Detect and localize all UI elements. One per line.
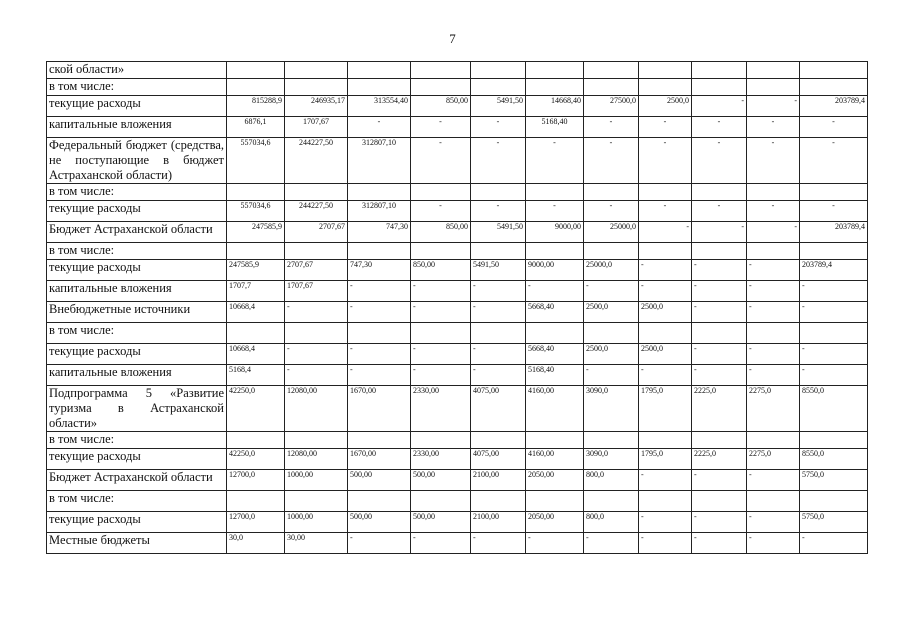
table-row	[47, 386, 868, 432]
table-cell: -	[747, 96, 800, 117]
table-cell: 1670,00	[348, 386, 411, 432]
table-cell	[411, 79, 471, 96]
table-cell: 2050,00	[526, 512, 584, 533]
table-cell: -	[411, 281, 471, 302]
table-cell: -	[800, 281, 868, 302]
table-cell	[584, 243, 639, 260]
table-cell: -	[411, 365, 471, 386]
table-row	[47, 512, 868, 533]
table-row	[47, 491, 868, 512]
table-cell	[348, 184, 411, 201]
table-cell: -	[639, 260, 692, 281]
row-label: Бюджет Астраханской области	[47, 222, 227, 243]
table-cell: 246935,17	[285, 96, 348, 117]
table-cell	[747, 243, 800, 260]
table-cell: 5491,50	[471, 96, 526, 117]
table-cell: -	[471, 138, 526, 184]
table-row	[47, 323, 868, 344]
table-row	[47, 344, 868, 365]
table-cell	[411, 184, 471, 201]
table-cell: -	[692, 117, 747, 138]
table-cell: -	[471, 533, 526, 554]
table-cell: 6876,1	[227, 117, 285, 138]
table-cell: 1670,00	[348, 449, 411, 470]
table-cell: -	[800, 365, 868, 386]
table-cell: 557034,6	[227, 201, 285, 222]
table-row	[47, 117, 868, 138]
table-cell: -	[471, 201, 526, 222]
table-cell	[526, 243, 584, 260]
table-row	[47, 449, 868, 470]
table-cell: -	[692, 281, 747, 302]
table-cell: 312807,10	[348, 201, 411, 222]
table-cell: 25000,0	[584, 222, 639, 243]
table-row	[47, 243, 868, 260]
table-cell: 244227,50	[285, 138, 348, 184]
table-row	[47, 260, 868, 281]
table-row	[47, 432, 868, 449]
table-cell: -	[747, 201, 800, 222]
table-cell: -	[639, 512, 692, 533]
table-cell: -	[584, 117, 639, 138]
table-cell: 850,00	[411, 96, 471, 117]
table-cell: 5668,40	[526, 344, 584, 365]
table-body	[47, 62, 868, 554]
row-label: в том числе:	[47, 491, 227, 512]
table-cell: 2330,00	[411, 386, 471, 432]
table-cell: -	[526, 533, 584, 554]
table-cell	[800, 184, 868, 201]
row-label: Местные бюджеты	[47, 533, 227, 554]
table-cell	[639, 243, 692, 260]
table-cell: 850,00	[411, 260, 471, 281]
table-cell: 4160,00	[526, 386, 584, 432]
table-cell	[471, 184, 526, 201]
row-label: ской области»	[47, 62, 227, 79]
table-cell: 12700,0	[227, 512, 285, 533]
table-row	[47, 222, 868, 243]
table-cell: -	[747, 302, 800, 323]
table-cell: -	[411, 302, 471, 323]
table-cell	[639, 62, 692, 79]
row-label: текущие расходы	[47, 260, 227, 281]
table-cell: -	[471, 344, 526, 365]
table-cell	[747, 491, 800, 512]
table-cell: -	[747, 117, 800, 138]
table-cell: -	[800, 138, 868, 184]
table-cell: 747,30	[348, 222, 411, 243]
table-cell: 10668,4	[227, 302, 285, 323]
table-cell: 850,00	[411, 222, 471, 243]
table-cell: -	[639, 533, 692, 554]
table-cell: -	[692, 260, 747, 281]
table-cell: -	[584, 201, 639, 222]
table-cell	[348, 79, 411, 96]
table-cell: -	[692, 512, 747, 533]
table-cell	[584, 62, 639, 79]
table-cell: -	[639, 365, 692, 386]
table-cell	[471, 323, 526, 344]
table-cell: 1000,00	[285, 470, 348, 491]
table-cell: 203789,4	[800, 96, 868, 117]
table-cell	[747, 62, 800, 79]
table-cell: 2225,0	[692, 449, 747, 470]
table-row	[47, 533, 868, 554]
table-cell: 203789,4	[800, 222, 868, 243]
table-cell: -	[692, 222, 747, 243]
table-cell: 30,0	[227, 533, 285, 554]
table-cell: -	[526, 281, 584, 302]
table-cell: -	[584, 138, 639, 184]
table-cell: -	[747, 138, 800, 184]
table-cell: 5491,50	[471, 260, 526, 281]
table-cell: 244227,50	[285, 201, 348, 222]
table-cell: -	[471, 302, 526, 323]
row-label: Внебюджетные источники	[47, 302, 227, 323]
table-cell	[639, 323, 692, 344]
table-cell	[471, 79, 526, 96]
table-cell: 25000,0	[584, 260, 639, 281]
table-cell: -	[639, 117, 692, 138]
table-cell: -	[692, 365, 747, 386]
table-cell	[692, 432, 747, 449]
table-cell: -	[747, 533, 800, 554]
table-cell: 1000,00	[285, 512, 348, 533]
table-cell: -	[285, 302, 348, 323]
table-row	[47, 365, 868, 386]
table-row	[47, 62, 868, 79]
table-cell: 2100,00	[471, 470, 526, 491]
table-cell	[747, 79, 800, 96]
table-cell	[227, 323, 285, 344]
table-cell: -	[747, 470, 800, 491]
row-label: текущие расходы	[47, 96, 227, 117]
table-cell: 2500,0	[584, 344, 639, 365]
table-cell	[526, 323, 584, 344]
table-row	[47, 302, 868, 323]
table-cell: 1707,7	[227, 281, 285, 302]
table-cell: -	[800, 117, 868, 138]
table-cell	[227, 243, 285, 260]
table-cell: 42250,0	[227, 386, 285, 432]
table-cell: -	[692, 302, 747, 323]
table-cell: 815288,9	[227, 96, 285, 117]
table-cell: 2330,00	[411, 449, 471, 470]
table-cell: -	[800, 201, 868, 222]
table-cell: 247585,9	[227, 222, 285, 243]
table-cell: 5168,40	[526, 117, 584, 138]
table-cell	[747, 323, 800, 344]
table-cell	[285, 79, 348, 96]
table-row	[47, 79, 868, 96]
table-cell: -	[411, 138, 471, 184]
table-cell: -	[471, 281, 526, 302]
table-cell: 5491,50	[471, 222, 526, 243]
table-cell: -	[285, 344, 348, 365]
table-cell	[800, 491, 868, 512]
table-cell: 500,00	[348, 470, 411, 491]
table-cell	[411, 62, 471, 79]
table-cell: -	[639, 138, 692, 184]
table-cell: 2100,00	[471, 512, 526, 533]
table-cell: -	[411, 117, 471, 138]
table-cell: -	[348, 281, 411, 302]
row-label: текущие расходы	[47, 344, 227, 365]
table-cell	[285, 184, 348, 201]
table-cell: 500,00	[411, 470, 471, 491]
table-cell	[526, 79, 584, 96]
table-cell: 1707,67	[285, 117, 348, 138]
row-label: текущие расходы	[47, 201, 227, 222]
table-cell: 500,00	[348, 512, 411, 533]
table-cell: 2275,0	[747, 449, 800, 470]
table-cell: 12700,0	[227, 470, 285, 491]
table-cell	[800, 323, 868, 344]
table-cell	[584, 323, 639, 344]
table-cell	[285, 243, 348, 260]
row-label: капитальные вложения	[47, 117, 227, 138]
row-label: Бюджет Астраханской области	[47, 470, 227, 491]
table-cell: 42250,0	[227, 449, 285, 470]
table-cell	[471, 62, 526, 79]
table-cell	[227, 184, 285, 201]
table-row	[47, 138, 868, 184]
table-cell	[639, 432, 692, 449]
table-cell	[692, 79, 747, 96]
table-cell	[526, 62, 584, 79]
table-cell: 27500,0	[584, 96, 639, 117]
table-cell: -	[639, 222, 692, 243]
table-cell: -	[639, 281, 692, 302]
table-cell: -	[692, 201, 747, 222]
row-label: текущие расходы	[47, 449, 227, 470]
table-cell: 3090,0	[584, 449, 639, 470]
table-cell	[411, 323, 471, 344]
table-row	[47, 184, 868, 201]
table-cell: -	[348, 302, 411, 323]
table-cell: 500,00	[411, 512, 471, 533]
table-cell	[227, 432, 285, 449]
table-cell: 12080,00	[285, 449, 348, 470]
table-cell: 5168,4	[227, 365, 285, 386]
table-cell: -	[692, 96, 747, 117]
table-cell: -	[692, 470, 747, 491]
table-cell: -	[747, 365, 800, 386]
table-cell	[584, 79, 639, 96]
table-cell: -	[471, 365, 526, 386]
table-cell	[526, 184, 584, 201]
table-cell: -	[639, 470, 692, 491]
table-cell: -	[747, 512, 800, 533]
table-cell	[348, 491, 411, 512]
table-cell	[526, 432, 584, 449]
table-cell: -	[584, 281, 639, 302]
table-cell: 313554,40	[348, 96, 411, 117]
table-cell: 5168,40	[526, 365, 584, 386]
table-cell: 312807,10	[348, 138, 411, 184]
table-cell: 2707,67	[285, 222, 348, 243]
table-cell: 9000,00	[526, 260, 584, 281]
row-label: в том числе:	[47, 184, 227, 201]
page-number: 7	[449, 31, 456, 46]
table-cell	[348, 243, 411, 260]
table-cell	[584, 184, 639, 201]
table-cell	[692, 323, 747, 344]
table-cell: -	[471, 117, 526, 138]
table-cell: 747,30	[348, 260, 411, 281]
row-label: в том числе:	[47, 243, 227, 260]
table-cell: 800,0	[584, 512, 639, 533]
table-cell	[639, 491, 692, 512]
table-cell: -	[348, 533, 411, 554]
table-cell	[227, 79, 285, 96]
row-label: капитальные вложения	[47, 365, 227, 386]
table-cell: 9000,00	[526, 222, 584, 243]
table-cell	[692, 243, 747, 260]
row-label: текущие расходы	[47, 512, 227, 533]
table-cell: 2225,0	[692, 386, 747, 432]
table-cell: -	[348, 344, 411, 365]
table-cell: 4075,00	[471, 386, 526, 432]
table-cell: 2500,0	[639, 96, 692, 117]
table-row	[47, 96, 868, 117]
table-cell	[639, 184, 692, 201]
table-cell: 2707,67	[285, 260, 348, 281]
table-cell	[692, 184, 747, 201]
table-cell	[227, 62, 285, 79]
table-cell	[411, 243, 471, 260]
table-cell: -	[639, 201, 692, 222]
table-row	[47, 470, 868, 491]
table-cell	[411, 432, 471, 449]
table-cell: 8550,0	[800, 449, 868, 470]
table-cell	[800, 79, 868, 96]
table-cell: 5668,40	[526, 302, 584, 323]
table-cell: -	[692, 138, 747, 184]
table-cell: -	[747, 260, 800, 281]
table-cell	[285, 491, 348, 512]
table-cell: 203789,4	[800, 260, 868, 281]
table-row	[47, 201, 868, 222]
table-cell: 1795,0	[639, 449, 692, 470]
row-label: капитальные вложения	[47, 281, 227, 302]
table-cell	[285, 62, 348, 79]
table-cell: -	[411, 344, 471, 365]
table-cell: 4160,00	[526, 449, 584, 470]
table-cell: 247585,9	[227, 260, 285, 281]
table-cell: -	[747, 344, 800, 365]
table-cell	[471, 243, 526, 260]
table-cell: -	[348, 365, 411, 386]
table-cell: -	[747, 222, 800, 243]
table-cell	[526, 491, 584, 512]
table-cell	[348, 323, 411, 344]
row-label: в том числе:	[47, 79, 227, 96]
table-cell	[471, 432, 526, 449]
table-cell	[348, 432, 411, 449]
table-cell	[227, 491, 285, 512]
table-cell	[285, 323, 348, 344]
table-cell: 8550,0	[800, 386, 868, 432]
table-cell: 10668,4	[227, 344, 285, 365]
table-cell: -	[800, 533, 868, 554]
table-cell: -	[692, 344, 747, 365]
table-cell: -	[800, 302, 868, 323]
table-cell	[584, 432, 639, 449]
table-cell	[285, 432, 348, 449]
table-cell: -	[584, 365, 639, 386]
table-cell: 2500,0	[639, 302, 692, 323]
table-cell: 557034,6	[227, 138, 285, 184]
table-cell: 5750,0	[800, 470, 868, 491]
table-cell	[747, 184, 800, 201]
table-cell: 1707,67	[285, 281, 348, 302]
table-cell	[348, 62, 411, 79]
table-row	[47, 281, 868, 302]
table-cell	[800, 62, 868, 79]
table-cell	[800, 432, 868, 449]
table-cell	[692, 491, 747, 512]
table-cell	[471, 491, 526, 512]
table-cell: 2500,0	[639, 344, 692, 365]
table-cell: -	[526, 138, 584, 184]
table-cell: -	[411, 533, 471, 554]
table-cell: -	[285, 365, 348, 386]
table-cell	[800, 243, 868, 260]
table-cell: 30,00	[285, 533, 348, 554]
table-cell: 14668,40	[526, 96, 584, 117]
table-cell: -	[411, 201, 471, 222]
row-label: Федеральный бюджет (средства, не поступающие в бюджет Астраханской области)	[47, 138, 227, 184]
table-cell: 2500,0	[584, 302, 639, 323]
budget-table	[46, 61, 868, 554]
table-cell: -	[747, 281, 800, 302]
table-cell: 4075,00	[471, 449, 526, 470]
table-cell	[411, 491, 471, 512]
table-cell	[747, 432, 800, 449]
table-cell: -	[584, 533, 639, 554]
row-label: Подпрограмма 5 «Развитие туризма в Астраханской области»	[47, 386, 227, 432]
table-cell	[639, 79, 692, 96]
table-cell: 3090,0	[584, 386, 639, 432]
table-cell: 12080,00	[285, 386, 348, 432]
table-cell: 5750,0	[800, 512, 868, 533]
table-cell	[584, 491, 639, 512]
table-cell: -	[800, 344, 868, 365]
table-cell: 1795,0	[639, 386, 692, 432]
row-label: в том числе:	[47, 323, 227, 344]
table-cell: -	[526, 201, 584, 222]
table-cell: 800,0	[584, 470, 639, 491]
table-cell	[692, 62, 747, 79]
table-cell: -	[348, 117, 411, 138]
row-label: в том числе:	[47, 432, 227, 449]
table-cell: 2050,00	[526, 470, 584, 491]
table-cell: -	[692, 533, 747, 554]
table-cell: 2275,0	[747, 386, 800, 432]
